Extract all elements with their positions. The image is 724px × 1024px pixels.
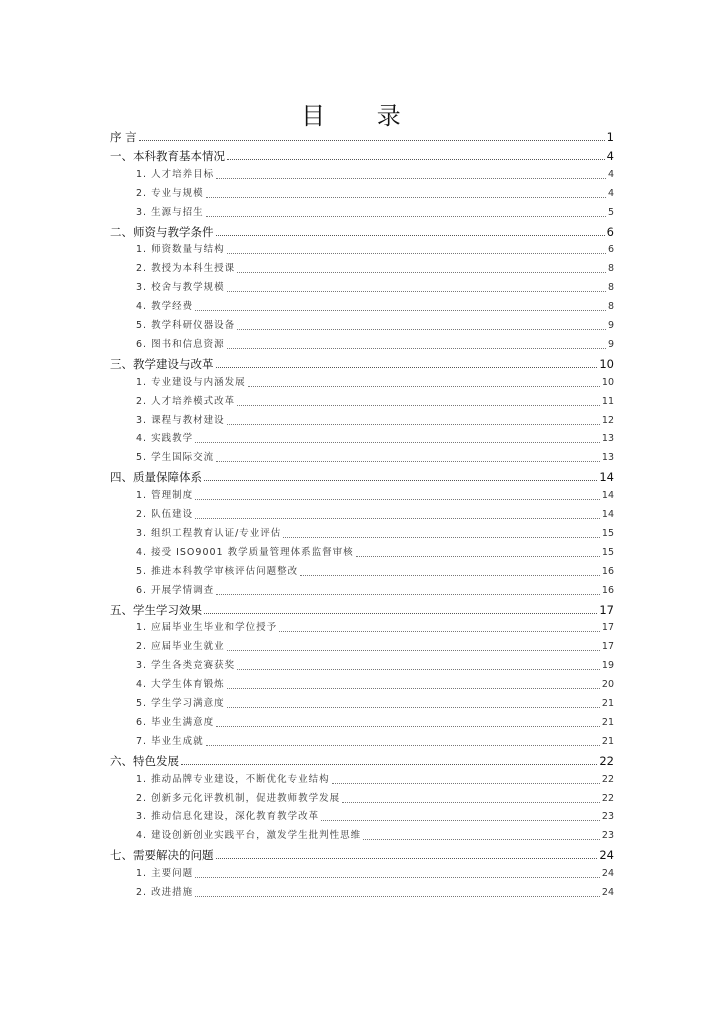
- toc-dot-leader: [342, 802, 600, 803]
- toc-subsection-entry[interactable]: [136, 638, 614, 656]
- toc-entry-label: 6. 图书和信息资源: [136, 338, 225, 350]
- toc-page-number: 22: [601, 773, 614, 785]
- toc-subsection-entry[interactable]: [136, 563, 614, 581]
- toc-entry-label: 二、师资与教学条件: [110, 224, 214, 239]
- toc-dot-leader: [206, 745, 600, 746]
- toc-section-entry[interactable]: [110, 601, 614, 619]
- toc-dot-leader: [181, 764, 597, 765]
- toc-page-number: 19: [601, 660, 614, 672]
- toc-dot-leader: [237, 329, 606, 330]
- toc-dot-leader: [204, 613, 597, 614]
- toc-entry-label: 1. 师资数量与结构: [136, 244, 225, 256]
- toc-entry-label: 五、学生学习效果: [110, 602, 202, 617]
- toc-section-entry[interactable]: [110, 355, 614, 373]
- toc-entry-label: 2. 应届毕业生就业: [136, 641, 225, 653]
- toc-entry-label: 3. 推动信息化建设，深化教育教学改革: [136, 811, 320, 823]
- toc-entry-label: 四、质量保障体系: [110, 470, 202, 485]
- toc-page-number: 16: [601, 565, 614, 577]
- toc-entry-label: 7. 毕业生成就: [136, 735, 204, 747]
- toc-dot-leader: [206, 197, 606, 198]
- toc-page-number: 13: [601, 452, 614, 464]
- toc-page-number: 17: [601, 641, 614, 653]
- toc-dot-leader: [195, 877, 600, 878]
- toc-dot-leader: [216, 367, 598, 368]
- toc-dot-leader: [216, 235, 605, 236]
- toc-entry-label: 3. 课程与教材建设: [136, 414, 225, 426]
- toc-subsection-entry[interactable]: [136, 317, 614, 335]
- toc-title: 目 录: [301, 102, 423, 130]
- toc-entry-label: 1. 主要问题: [136, 868, 194, 880]
- toc-entry-label: 1. 应届毕业生毕业和学位授予: [136, 622, 278, 634]
- toc-subsection-entry[interactable]: [136, 771, 614, 789]
- toc-dot-leader: [216, 594, 600, 595]
- toc-subsection-entry[interactable]: [136, 449, 614, 467]
- toc-page-number: 1: [606, 130, 614, 144]
- toc-section-entry[interactable]: [110, 147, 614, 165]
- toc-page-number: 9: [607, 320, 614, 331]
- toc-subsection-entry[interactable]: [136, 204, 614, 222]
- toc-entry-label: 序 言: [110, 130, 137, 144]
- toc-entry-label: 6. 开展学情调查: [136, 584, 215, 596]
- toc-dot-leader: [356, 556, 600, 557]
- toc-entry-label: 5. 学生学习满意度: [136, 698, 225, 709]
- toc-subsection-entry[interactable]: [136, 506, 614, 524]
- toc-subsection-entry[interactable]: [136, 808, 614, 826]
- toc-subsection-entry[interactable]: [136, 525, 614, 543]
- toc-entry-label: 三、教学建设与改革: [110, 356, 214, 371]
- toc-entry-label: 六、特色发展: [110, 753, 179, 768]
- toc-page-number: 14: [601, 490, 614, 502]
- toc-dot-leader: [204, 480, 597, 481]
- toc-entry-label: 3. 生源与招生: [136, 206, 204, 218]
- toc-section-entry[interactable]: [110, 223, 614, 241]
- toc-dot-leader: [227, 424, 600, 425]
- toc-page-number: 8: [607, 282, 614, 294]
- toc-subsection-entry[interactable]: [136, 544, 614, 562]
- toc-section-entry[interactable]: [110, 752, 614, 770]
- toc-subsection-entry[interactable]: [136, 695, 614, 713]
- toc-entry-label: 2. 人才培养模式改革: [136, 395, 236, 407]
- toc-entry-label: 4. 大学生体育锻炼: [136, 679, 225, 691]
- toc-page-number: 22: [599, 753, 614, 768]
- toc-entry-label: 5. 推进本科教学审核评估问题整改: [136, 565, 299, 577]
- toc-page-number: 21: [601, 735, 614, 747]
- toc-subsection-entry[interactable]: [136, 676, 614, 694]
- toc-subsection-entry[interactable]: [136, 582, 614, 600]
- toc-page-number: 21: [601, 716, 614, 728]
- toc-section-entry[interactable]: [110, 846, 614, 864]
- toc-page-number: 23: [601, 830, 614, 842]
- toc-entry-label: 1. 专业建设与内涵发展: [136, 376, 246, 388]
- toc-page-number: 9: [607, 338, 614, 350]
- toc-entry-label: 4. 建设创新创业实践平台，激发学生批判性思维: [136, 830, 362, 842]
- toc-page-number: 4: [607, 168, 614, 180]
- toc-page-number: 4: [607, 187, 614, 199]
- toc-entry-label: 2. 改进措施: [136, 887, 194, 898]
- toc-dot-leader: [195, 442, 600, 443]
- toc-page-number: 20: [601, 679, 614, 691]
- toc-page-number: 15: [601, 527, 614, 539]
- toc-dot-leader: [195, 310, 606, 311]
- toc-dot-leader: [195, 518, 600, 519]
- toc-dot-leader: [248, 386, 600, 387]
- toc-dot-leader: [237, 669, 600, 670]
- toc-subsection-entry[interactable]: [136, 279, 614, 297]
- toc-page-number: 4: [606, 148, 614, 163]
- toc-dot-leader: [139, 140, 605, 141]
- toc-subsection-entry[interactable]: [136, 827, 614, 845]
- toc-dot-leader: [195, 499, 600, 500]
- toc-dot-leader: [321, 820, 600, 821]
- toc-dot-leader: [227, 688, 600, 689]
- toc-entry-label: 1. 管理制度: [136, 490, 194, 502]
- toc-page-number: 6: [607, 244, 614, 256]
- toc-entry-label: 4. 接受 ISO9001 教学质量管理体系监督审核: [136, 546, 354, 558]
- toc-page-number: 24: [599, 848, 614, 863]
- toc-page-number: 8: [607, 301, 614, 313]
- toc-subsection-entry[interactable]: [136, 657, 614, 675]
- toc-subsection-entry[interactable]: [136, 790, 614, 808]
- toc-entry-label: 2. 创新多元化评教机制，促进教师教学发展: [136, 792, 341, 804]
- toc-dot-leader: [216, 858, 598, 859]
- toc-entry-label: 4. 实践教学: [136, 433, 194, 445]
- toc-entry-label: 5. 教学科研仪器设备: [136, 320, 236, 331]
- toc-subsection-entry[interactable]: [136, 487, 614, 505]
- toc-subsection-entry[interactable]: [136, 393, 614, 411]
- toc-entry-label: 3. 组织工程教育认证/专业评估: [136, 527, 282, 539]
- toc-dot-leader: [332, 783, 600, 784]
- toc-entry-label: 2. 队伍建设: [136, 509, 194, 520]
- toc-page-number: 10: [599, 356, 614, 371]
- toc-dot-leader: [363, 839, 600, 840]
- toc-dot-leader: [216, 178, 606, 179]
- toc-entry-label: 6. 毕业生满意度: [136, 716, 215, 728]
- toc-subsection-entry[interactable]: [136, 619, 614, 637]
- toc-subsection-entry[interactable]: [136, 374, 614, 392]
- toc-dot-leader: [216, 726, 600, 727]
- toc-page-number: 17: [599, 602, 614, 617]
- toc-subsection-entry[interactable]: [136, 412, 614, 430]
- toc-page-number: 24: [601, 868, 614, 880]
- toc-entry-label: 4. 教学经费: [136, 301, 194, 313]
- toc-entry-label: 2. 专业与规模: [136, 187, 204, 199]
- toc-entry-label: 1. 推动品牌专业建设，不断优化专业结构: [136, 773, 330, 785]
- toc-dot-leader: [237, 405, 600, 406]
- toc-section-entry[interactable]: [110, 128, 614, 146]
- toc-page-number: 6: [606, 224, 614, 239]
- toc-dot-leader: [227, 253, 606, 254]
- toc-page-number: 14: [601, 509, 614, 520]
- toc-page-number: 16: [601, 584, 614, 596]
- toc-dot-leader: [227, 159, 605, 160]
- toc-entry-label: 3. 校舍与教学规模: [136, 282, 225, 294]
- toc-page-number: 12: [601, 414, 614, 426]
- toc-entry-label: 七、需要解决的问题: [110, 848, 214, 863]
- toc-subsection-entry[interactable]: [136, 336, 614, 354]
- toc-entry-label: 2. 教授为本科生授课: [136, 263, 236, 275]
- toc-entry-label: 1. 人才培养目标: [136, 168, 215, 180]
- toc-entry-label: 一、本科教育基本情况: [110, 148, 225, 163]
- toc-dot-leader: [227, 650, 600, 651]
- toc-dot-leader: [195, 896, 600, 897]
- toc-page-number: 11: [601, 395, 614, 407]
- toc-page-number: 8: [607, 263, 614, 275]
- toc-page-number: 17: [601, 622, 614, 634]
- toc-page-number: 15: [601, 546, 614, 558]
- toc-subsection-entry[interactable]: [136, 166, 614, 184]
- toc-subsection-entry[interactable]: [136, 733, 614, 751]
- toc-subsection-entry[interactable]: [136, 865, 614, 883]
- toc-dot-leader: [227, 348, 606, 349]
- toc-entry-label: 5. 学生国际交流: [136, 452, 215, 464]
- toc-dot-leader: [206, 216, 606, 217]
- toc-entry-label: 3. 学生各类竞赛获奖: [136, 660, 236, 672]
- toc-page-number: 10: [601, 376, 614, 388]
- toc-dot-leader: [279, 631, 600, 632]
- toc-page-number: 22: [601, 792, 614, 804]
- toc-page-number: 13: [601, 433, 614, 445]
- toc-page-number: 21: [601, 698, 614, 709]
- toc-page-number: 5: [607, 206, 614, 218]
- toc-dot-leader: [300, 575, 600, 576]
- toc-subsection-entry[interactable]: [136, 298, 614, 316]
- toc-subsection-entry[interactable]: [136, 185, 614, 203]
- toc-section-entry[interactable]: [110, 468, 614, 486]
- toc-dot-leader: [237, 272, 606, 273]
- toc-dot-leader: [216, 461, 600, 462]
- toc-dot-leader: [283, 537, 600, 538]
- toc-subsection-entry[interactable]: [136, 260, 614, 278]
- toc-subsection-entry[interactable]: [136, 884, 614, 902]
- toc-dot-leader: [227, 707, 600, 708]
- toc-subsection-entry[interactable]: [136, 714, 614, 732]
- toc-page-number: 24: [601, 887, 614, 898]
- toc-subsection-entry[interactable]: [136, 241, 614, 259]
- toc-page-number: 14: [599, 470, 614, 485]
- toc-dot-leader: [227, 291, 606, 292]
- toc-page-number: 23: [601, 811, 614, 823]
- toc-subsection-entry[interactable]: [136, 430, 614, 448]
